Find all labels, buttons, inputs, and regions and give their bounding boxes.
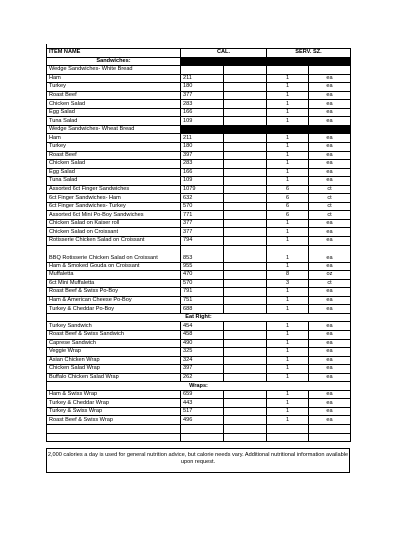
serving-quantity: 1 <box>267 305 309 314</box>
serving-quantity: 1 <box>267 416 309 425</box>
empty-row <box>47 433 351 442</box>
empty-cell <box>267 424 309 433</box>
spacer-cell <box>224 134 267 143</box>
item-name: Wedge Sandwiches- White Bread <box>47 66 181 75</box>
item-calories: 397 <box>181 151 224 160</box>
menu-item-row <box>47 348 351 357</box>
item-name: Roast Beef <box>47 91 181 100</box>
serving-unit: ea <box>309 288 351 297</box>
item-calories: 377 <box>181 219 224 228</box>
serving-unit: oz <box>309 271 351 280</box>
serving-quantity: 1 <box>267 74 309 83</box>
item-calories: 166 <box>181 168 224 177</box>
item-name: Asian Chicken Wrap <box>47 356 181 365</box>
menu-item-row <box>47 168 351 177</box>
empty-cell <box>47 424 181 433</box>
item-calories: 570 <box>181 279 224 288</box>
item-calories: 377 <box>181 228 224 237</box>
serving-quantity: 1 <box>267 219 309 228</box>
menu-item-row <box>47 245 351 262</box>
item-name: Rotisserie Chicken Salad on Croissant <box>47 237 181 246</box>
item-name: Roast Beef & Swiss Wrap <box>47 416 181 425</box>
serving-unit: ea <box>309 305 351 314</box>
item-name: Chicken Salad Wrap <box>47 365 181 374</box>
spacer-cell <box>224 168 267 177</box>
serving-unit: ea <box>309 330 351 339</box>
serving-quantity: 1 <box>267 91 309 100</box>
item-calories: 262 <box>181 373 224 382</box>
serving-unit: ea <box>309 219 351 228</box>
serving-quantity: 6 <box>267 194 309 203</box>
serving-unit: ct <box>309 211 351 220</box>
spacer-cell <box>224 91 267 100</box>
section-header-row <box>47 57 351 66</box>
serving-unit: ea <box>309 416 351 425</box>
menu-item-row <box>47 305 351 314</box>
menu-item-row <box>47 202 351 211</box>
menu-item-row <box>47 83 351 92</box>
menu-item-row <box>47 373 351 382</box>
menu-item-row <box>47 125 351 134</box>
empty-cell <box>47 433 181 442</box>
item-calories: 771 <box>181 211 224 220</box>
spacer-cell <box>224 151 267 160</box>
serving-quantity: 1 <box>267 288 309 297</box>
spacer-cell <box>224 108 267 117</box>
serving-unit: ea <box>309 262 351 271</box>
serving-quantity: 1 <box>267 365 309 374</box>
empty-cell <box>309 433 351 442</box>
header-row <box>47 49 351 58</box>
empty-cell <box>181 433 224 442</box>
item-name: Ham & Swiss Wrap <box>47 390 181 399</box>
item-name: BBQ Rotisserie Chicken Salad on Croissant <box>47 245 181 262</box>
menu-item-row <box>47 108 351 117</box>
serving-unit: ea <box>309 108 351 117</box>
serving-quantity: 1 <box>267 296 309 305</box>
spacer-cell <box>224 322 267 331</box>
spacer-cell <box>224 373 267 382</box>
item-calories: 325 <box>181 348 224 357</box>
empty-cell <box>267 433 309 442</box>
serving-unit: ct <box>309 279 351 288</box>
item-calories: 496 <box>181 416 224 425</box>
serving-unit: ea <box>309 365 351 374</box>
serving-quantity: 8 <box>267 271 309 280</box>
menu-item-row <box>47 339 351 348</box>
serving-unit: ea <box>309 91 351 100</box>
menu-item-row <box>47 399 351 408</box>
menu-item-row <box>47 407 351 416</box>
item-name: Veggie Wrap <box>47 348 181 357</box>
serving-quantity: 1 <box>267 262 309 271</box>
serving-quantity: 1 <box>267 322 309 331</box>
menu-item-row <box>47 296 351 305</box>
item-name-header: ITEM NAME <box>47 49 181 58</box>
item-name: Egg Salad <box>47 108 181 117</box>
serving-unit: ea <box>309 143 351 152</box>
serving-quantity <box>267 66 309 75</box>
menu-item-row <box>47 160 351 169</box>
serving-unit: ea <box>309 322 351 331</box>
spacer-cell <box>224 348 267 357</box>
shaded-cell <box>181 125 351 134</box>
serving-unit: ea <box>309 356 351 365</box>
item-name: 6ct Finger Sandwiches- Turkey <box>47 202 181 211</box>
menu-item-row <box>47 74 351 83</box>
item-calories: 180 <box>181 83 224 92</box>
serving-quantity: 1 <box>267 390 309 399</box>
spacer-cell <box>224 185 267 194</box>
menu-item-row <box>47 228 351 237</box>
menu-item-row <box>47 322 351 331</box>
section-title: Wraps: <box>47 382 351 391</box>
serving-quantity: 1 <box>267 160 309 169</box>
spacer-cell <box>224 194 267 203</box>
serving-quantity: 1 <box>267 228 309 237</box>
menu-item-row <box>47 117 351 126</box>
item-name: Tuna Salad <box>47 117 181 126</box>
item-calories: 659 <box>181 390 224 399</box>
item-calories: 458 <box>181 330 224 339</box>
item-calories: 794 <box>181 237 224 246</box>
menu-item-row <box>47 151 351 160</box>
item-calories <box>181 66 224 75</box>
serving-unit: ea <box>309 390 351 399</box>
serving-unit: ea <box>309 160 351 169</box>
empty-cell <box>309 424 351 433</box>
section-title: Eat Right: <box>47 313 351 322</box>
item-calories: 109 <box>181 117 224 126</box>
menu-item-row <box>47 194 351 203</box>
section-shaded-cell <box>181 57 351 66</box>
serving-quantity: 1 <box>267 356 309 365</box>
empty-row <box>47 424 351 433</box>
serving-size-header: SERV. SZ. <box>267 49 351 58</box>
item-calories: 377 <box>181 91 224 100</box>
item-name: Turkey & Cheddar Wrap <box>47 399 181 408</box>
serving-unit: ea <box>309 407 351 416</box>
item-name: Assorted 6ct Mini Po-Boy Sandwiches <box>47 211 181 220</box>
spacer-cell <box>224 237 267 246</box>
spacer-cell <box>224 416 267 425</box>
item-calories: 109 <box>181 177 224 186</box>
spacer-cell <box>224 271 267 280</box>
spacer-cell <box>224 83 267 92</box>
item-name: Turkey <box>47 83 181 92</box>
serving-quantity: 1 <box>267 100 309 109</box>
spacer-cell <box>224 100 267 109</box>
serving-quantity: 1 <box>267 151 309 160</box>
spacer-cell <box>224 296 267 305</box>
serving-quantity: 1 <box>267 330 309 339</box>
serving-quantity: 6 <box>267 185 309 194</box>
item-name: Assorted 6ct Finger Sandwiches <box>47 185 181 194</box>
item-calories: 1079 <box>181 185 224 194</box>
serving-quantity: 1 <box>267 237 309 246</box>
menu-item-row <box>47 288 351 297</box>
menu-item-row <box>47 134 351 143</box>
item-name: 6ct Finger Sandwiches- Ham <box>47 194 181 203</box>
item-name: Wedge Sandwiches- Wheat Bread <box>47 125 181 134</box>
serving-unit: ct <box>309 194 351 203</box>
item-name: Turkey & Cheddar Po-Boy <box>47 305 181 314</box>
spacer-cell <box>224 330 267 339</box>
item-calories: 443 <box>181 399 224 408</box>
item-name: Turkey <box>47 143 181 152</box>
serving-unit: ct <box>309 202 351 211</box>
menu-item-row <box>47 185 351 194</box>
menu-item-row <box>47 416 351 425</box>
section-header-row <box>47 382 351 391</box>
spacer-cell <box>224 279 267 288</box>
menu-item-row <box>47 390 351 399</box>
item-name: Muffaletta <box>47 271 181 280</box>
item-calories: 490 <box>181 339 224 348</box>
serving-unit: ea <box>309 74 351 83</box>
item-name: Caprese Sandwich <box>47 339 181 348</box>
serving-quantity: 1 <box>267 168 309 177</box>
item-name: Roast Beef <box>47 151 181 160</box>
serving-quantity: 1 <box>267 245 309 262</box>
item-name: Chicken Salad <box>47 100 181 109</box>
nutrition-table-body <box>47 49 351 442</box>
item-name: Chicken Salad <box>47 160 181 169</box>
serving-unit: ea <box>309 134 351 143</box>
serving-quantity: 1 <box>267 339 309 348</box>
item-name: Ham <box>47 74 181 83</box>
item-calories: 211 <box>181 74 224 83</box>
serving-unit: ea <box>309 296 351 305</box>
section-header-row <box>47 313 351 322</box>
item-calories: 791 <box>181 288 224 297</box>
item-calories: 517 <box>181 407 224 416</box>
spacer-cell <box>224 228 267 237</box>
spacer-cell <box>224 66 267 75</box>
spacer-cell <box>224 288 267 297</box>
spacer-cell <box>224 160 267 169</box>
spacer-cell <box>224 339 267 348</box>
serving-quantity: 1 <box>267 399 309 408</box>
serving-unit: ea <box>309 228 351 237</box>
item-name: Chicken Salad on Kaiser roll <box>47 219 181 228</box>
calories-header: CAL. <box>181 49 267 58</box>
item-name: 6ct Mini Muffaletta <box>47 279 181 288</box>
serving-quantity: 6 <box>267 211 309 220</box>
spacer-cell <box>224 143 267 152</box>
item-name: Chicken Salad on Croissant <box>47 228 181 237</box>
menu-item-row <box>47 66 351 75</box>
empty-cell <box>224 424 267 433</box>
menu-item-row <box>47 91 351 100</box>
serving-unit: ea <box>309 245 351 262</box>
serving-quantity: 6 <box>267 202 309 211</box>
spacer-cell <box>224 211 267 220</box>
item-name: Ham & Smoked Gouda on Croissant <box>47 262 181 271</box>
serving-unit: ea <box>309 83 351 92</box>
serving-quantity: 1 <box>267 348 309 357</box>
item-calories: 632 <box>181 194 224 203</box>
serving-unit: ea <box>309 339 351 348</box>
item-calories: 454 <box>181 322 224 331</box>
menu-item-row <box>47 279 351 288</box>
item-name: Egg Salad <box>47 168 181 177</box>
item-calories: 853 <box>181 245 224 262</box>
spacer-cell <box>224 117 267 126</box>
serving-unit <box>309 66 351 75</box>
serving-quantity: 1 <box>267 117 309 126</box>
menu-item-row <box>47 100 351 109</box>
serving-quantity: 1 <box>267 83 309 92</box>
spacer-cell <box>224 399 267 408</box>
item-name: Tuna Salad <box>47 177 181 186</box>
serving-unit: ea <box>309 348 351 357</box>
serving-quantity: 1 <box>267 108 309 117</box>
item-name: Ham & American Cheese Po-Boy <box>47 296 181 305</box>
serving-quantity: 1 <box>267 373 309 382</box>
spacer-cell <box>224 305 267 314</box>
spacer-cell <box>224 407 267 416</box>
spacer-cell <box>224 245 267 262</box>
serving-unit: ea <box>309 399 351 408</box>
item-calories: 211 <box>181 134 224 143</box>
serving-quantity: 1 <box>267 177 309 186</box>
empty-cell <box>224 433 267 442</box>
menu-item-row <box>47 237 351 246</box>
calorie-disclaimer: 2,000 calories a day is used for general nutrition advice, but calorie needs vary. Additional nutritional information available upon request. <box>46 448 350 473</box>
item-calories: 470 <box>181 271 224 280</box>
section-title: Sandwiches: <box>47 57 181 66</box>
item-name: Turkey & Swiss Wrap <box>47 407 181 416</box>
spacer-cell <box>224 262 267 271</box>
item-calories: 570 <box>181 202 224 211</box>
menu-item-row <box>47 271 351 280</box>
serving-unit: ct <box>309 185 351 194</box>
item-name: Roast Beef & Swiss Sandwich <box>47 330 181 339</box>
spacer-cell <box>224 177 267 186</box>
item-name: Ham <box>47 134 181 143</box>
spacer-cell <box>224 74 267 83</box>
item-name: Roast Beef & Swiss Po-Boy <box>47 288 181 297</box>
serving-unit: ea <box>309 168 351 177</box>
menu-item-row <box>47 219 351 228</box>
item-name: Turkey Sandwich <box>47 322 181 331</box>
menu-item-row <box>47 356 351 365</box>
serving-unit: ea <box>309 177 351 186</box>
item-calories: 180 <box>181 143 224 152</box>
serving-quantity: 3 <box>267 279 309 288</box>
serving-quantity: 1 <box>267 134 309 143</box>
item-calories: 283 <box>181 160 224 169</box>
item-calories: 397 <box>181 365 224 374</box>
menu-item-row <box>47 143 351 152</box>
menu-item-row <box>47 330 351 339</box>
nutrition-table <box>46 48 351 442</box>
spacer-cell <box>224 202 267 211</box>
menu-item-row <box>47 177 351 186</box>
item-calories: 283 <box>181 100 224 109</box>
item-name: Buffalo Chicken Salad Wrap <box>47 373 181 382</box>
empty-cell <box>181 424 224 433</box>
spacer-cell <box>224 390 267 399</box>
serving-quantity: 1 <box>267 407 309 416</box>
serving-unit: ea <box>309 237 351 246</box>
spacer-cell <box>224 365 267 374</box>
spacer-cell <box>224 356 267 365</box>
serving-unit: ea <box>309 117 351 126</box>
menu-item-row <box>47 211 351 220</box>
item-calories: 688 <box>181 305 224 314</box>
menu-item-row <box>47 262 351 271</box>
item-calories: 751 <box>181 296 224 305</box>
item-calories: 955 <box>181 262 224 271</box>
menu-item-row <box>47 365 351 374</box>
spacer-cell <box>224 219 267 228</box>
serving-unit: ea <box>309 373 351 382</box>
serving-unit: ea <box>309 151 351 160</box>
item-calories: 324 <box>181 356 224 365</box>
serving-quantity: 1 <box>267 143 309 152</box>
serving-unit: ea <box>309 100 351 109</box>
nutrition-sheet <box>46 48 350 473</box>
item-calories: 166 <box>181 108 224 117</box>
